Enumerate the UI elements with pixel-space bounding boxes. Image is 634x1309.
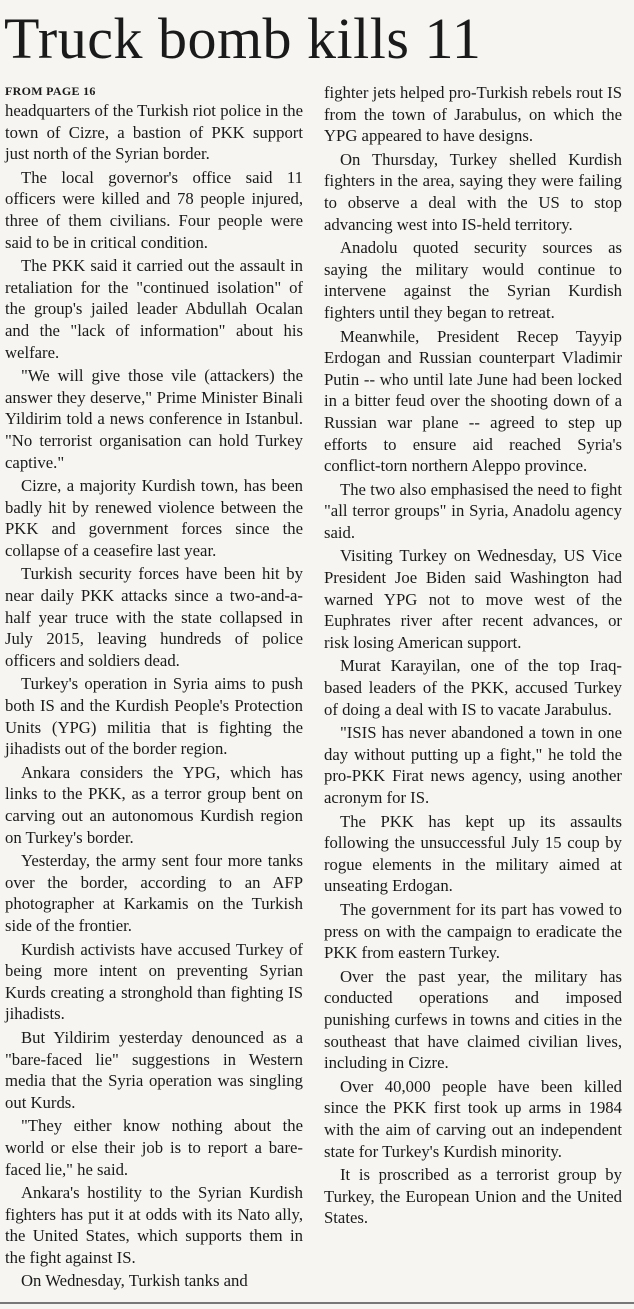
- paragraph: Anadolu quoted security sources as saying the military would continue to intervene against the Syrian Kurdish fighters until they began to retreat.: [324, 238, 622, 322]
- paragraph: Ankara's hostility to the Syrian Kurdish fighters has put it at odds with its Nato ally, the United States, which supports them in the fight against IS.: [5, 1183, 303, 1267]
- paragraph: "We will give those vile (attackers) the answer they deserve," Prime Minister Binali Yildirim told a news conference in Istanbul. "No terrorist organisation can hold Turkey captive.": [5, 366, 303, 472]
- paragraph: Meanwhile, President Recep Tayyip Erdogan and Russian counterpart Vladimir Putin -- who until late June had been locked in a bitter feud over the shooting down of a Russian war plane -- agreed to step up efforts to ensure aid reached Syria's conflict-torn northern Aleppo province.: [324, 326, 622, 476]
- paragraph: Turkish security forces have been hit by near daily PKK attacks since a two-and-a-half year truce with the state collapsed in July 2015, leaving hundreds of police officers and soldiers dead.: [5, 564, 303, 670]
- paragraph: Visiting Turkey on Wednesday, US Vice President Joe Biden said Washington had warned YPG not to move west of the Euphrates river after recent advances, or risk losing American support.: [324, 546, 622, 652]
- paragraph: On Thursday, Turkey shelled Kurdish fighters in the area, saying they were failing to observe a deal with the US to stop advancing west into IS-held territory.: [324, 149, 622, 234]
- paragraph: "They either know nothing about the world or else their job is to report a bare-faced lie," he said.: [5, 1116, 303, 1179]
- left-column: [5, 82, 303, 1294]
- paragraph: The PKK has kept up its assaults following the unsuccessful July 15 coup by rogue elements in the military aimed at unseating Erdogan.: [324, 811, 622, 896]
- paragraph: Yesterday, the army sent four more tanks over the border, according to an AFP photographer at Karkamis on the Turkish side of the frontier.: [5, 851, 303, 935]
- headline: Truck bomb kills 11: [4, 6, 482, 71]
- paragraph: It is proscribed as a terrorist group by Turkey, the European Union and the United States.: [324, 1165, 622, 1228]
- paragraph: Ankara considers the YPG, which has links to the PKK, as a terror group bent on carving out an autonomous Kurdish region on Turkey's border.: [5, 762, 303, 847]
- paragraph: Murat Karayilan, one of the top Iraq-based leaders of the PKK, accused Turkey of doing a deal with IS to vacate Jarabulus.: [324, 656, 622, 719]
- continued-from-label: FROM PAGE 16: [5, 84, 96, 98]
- paragraph: The local governor's office said 11 officers were killed and 78 people injured, three of them civilians. Four people were said to be in critical condition.: [5, 167, 303, 252]
- paragraph: But Yildirim yesterday denounced as a "bare-faced lie" suggestions in Western media that the Syria operation was singling out Kurds.: [5, 1027, 303, 1112]
- paragraph: The PKK said it carried out the assault in retaliation for the "continued isolation" of the group's jailed leader Abdullah Ocalan and the "lack of information" about his welfare.: [5, 256, 303, 362]
- paragraph: The two also emphasised the need to fight "all terror groups" in Syria, Anadolu agency said.: [324, 479, 622, 542]
- bottom-rule: [0, 1302, 634, 1304]
- paragraph: "ISIS has never abandoned a town in one day without putting up a fight," he told the pro-PKK Firat news agency, using another acronym for IS.: [324, 723, 622, 807]
- paragraph: Cizre, a majority Kurdish town, has been badly hit by renewed violence between the PKK and government forces since the collapse of a ceasefire last year.: [5, 476, 303, 560]
- paragraph: Over 40,000 people have been killed since the PKK first took up arms in 1984 with the aim of carving out an independent state for Turkey's Kurdish minority.: [324, 1076, 622, 1161]
- paragraph: Turkey's operation in Syria aims to push both IS and the Kurdish People's Protection Units (YPG) militia that is fighting the jihadists out of the border region.: [5, 674, 303, 759]
- right-column: [324, 82, 622, 1231]
- paragraph: The government for its part has vowed to press on with the campaign to eradicate the PKK from eastern Turkey.: [324, 899, 622, 963]
- paragraph: On Wednesday, Turkish tanks and: [21, 1271, 248, 1291]
- paragraph: Over the past year, the military has conducted operations and imposed punishing curfews in towns and cities in the southeast that have claimed civilian lives, including in Cizre.: [324, 966, 622, 1073]
- paragraph: headquarters of the Turkish riot police in the town of Cizre, a bastion of PKK support just north of the Syrian border.: [5, 101, 303, 164]
- paragraph: fighter jets helped pro-Turkish rebels rout IS from the town of Jarabulus, on which the YPG appeared to have designs.: [324, 83, 622, 146]
- paragraph: Kurdish activists have accused Turkey of being more intent on preventing Syrian Kurds creating a stronghold than fighting IS jihadists.: [5, 939, 303, 1024]
